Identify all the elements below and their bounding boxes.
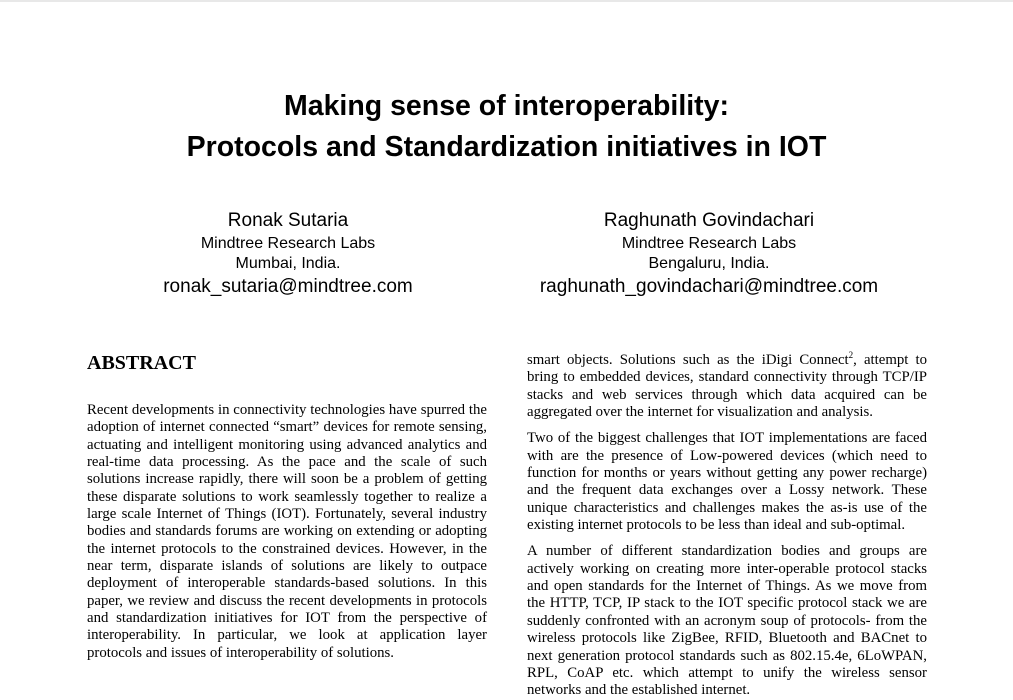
abstract-body: Recent developments in connectivity technologies have spurred the adoption of internet connected “smart” devices for remote sensing, actuating and intelligent monitoring using advanced analytics and real-time data processing. As the pace and the scale of such solutions increase rapidly, there will soon be a problem of getting these disparate solutions to work seamlessly together to realize a large scale Internet of Things (IOT). Fortunately, several industry bodies and standards forums are working on extending or adopting the internet protocols to the constrained devices. However, in the near term, disparate islands of solutions are likely to outpace deployment of interoperable standards-based solutions. In this paper, we review and discuss the recent developments in protocols and standardization initiatives for IOT from the perspective of interoperability. In particular, we look at application layer protocols and issues of interoperability of solutions. xyxy=(87,402,487,661)
paragraph-1-text-before: smart objects. Solutions such as the iDigi Connect xyxy=(527,352,849,368)
author-name: Ronak Sutaria xyxy=(227,210,349,231)
author-email: ronak_sutaria@mindtree.com xyxy=(163,276,413,297)
author-name: Raghunath Govindachari xyxy=(603,210,815,231)
paper-title-line-2: Protocols and Standardization initiatives in IOT xyxy=(186,131,827,163)
body-paragraph-2: Two of the biggest challenges that IOT implementations are faced with are the presence of Low-powered devices (which need to function for months or years without getting any power recharge) and the frequent data exchanges over a Lossy network. These unique characteristics and challenges makes the as-is use of the existing internet protocols to be less than ideal and sub-optimal. xyxy=(527,430,927,534)
author-affiliation: Mindtree Research Labs xyxy=(621,235,797,252)
body-paragraph-3: A number of different standardization bodies and groups are actively working on creating more inter-operable protocol stacks and open standards for the Internet of Things. As we move from the HTTP, TCP, IP stack to the IOT specific protocol stack we are suddenly confronted with an acronym soup of protocols- from the wireless protocols like ZigBee, RFID, Bluetooth and BACnet to next generation protocol standards such as 802.15.4e, 6LoWPAN, RPL, CoAP etc. which attempt to unify the wireless sensor networks and the established internet. xyxy=(527,543,927,699)
paper-title xyxy=(0,86,1013,168)
author-block-2 xyxy=(509,208,909,299)
page-top-border xyxy=(0,0,1013,2)
footnote-marker: 2 xyxy=(848,350,854,361)
author-affiliation: Mindtree Research Labs xyxy=(200,235,376,252)
right-column xyxy=(527,352,927,700)
paper-title-line-1: Making sense of interoperability: xyxy=(283,90,729,122)
paragraph-1-text-after: , attempt to bring to embedded devices, standard connectivity through TCP/IP stacks and web services through which data acquired can be aggregated over the internet for visualization and analysis. xyxy=(527,352,927,421)
author-email: raghunath_govindachari@mindtree.com xyxy=(539,276,879,297)
abstract-heading: ABSTRACT xyxy=(87,352,196,374)
author-location: Bengaluru, India. xyxy=(648,254,770,272)
body-paragraph-1 xyxy=(527,352,927,421)
author-block-1 xyxy=(128,208,448,299)
author-location: Mumbai, India. xyxy=(235,254,341,272)
left-column xyxy=(87,402,487,662)
